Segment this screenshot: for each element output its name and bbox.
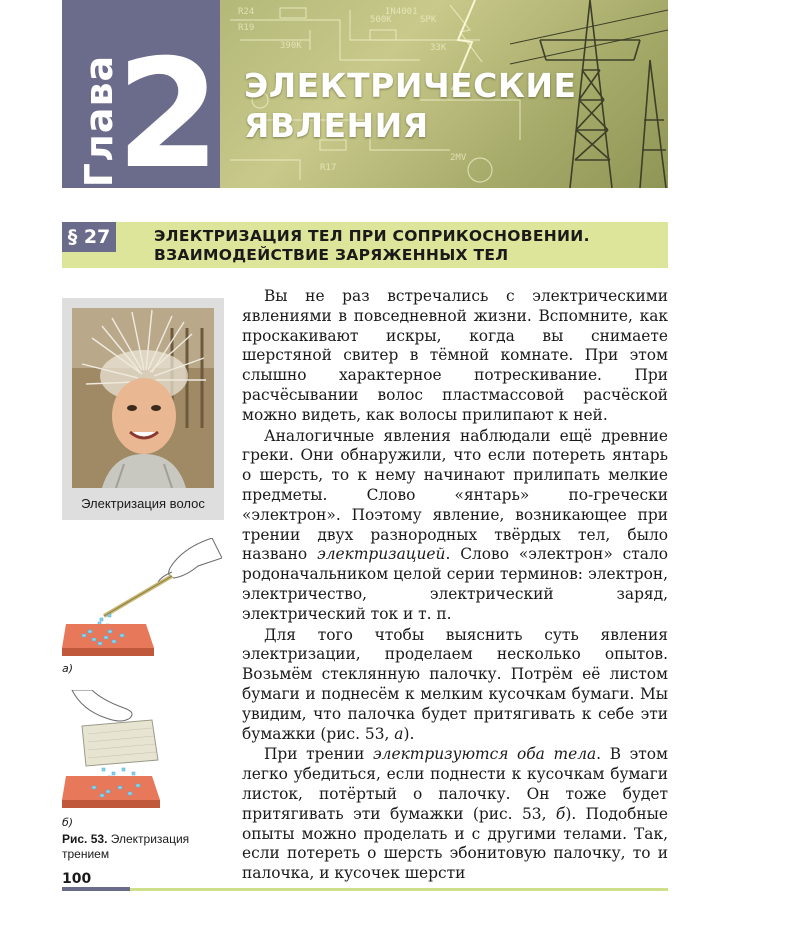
- photo-frame: [62, 298, 224, 520]
- section-title-line: ВЗАИМОДЕЙСТВИЕ ЗАРЯЖЕННЫХ ТЕЛ: [154, 246, 509, 264]
- paragraph-2: [242, 427, 668, 625]
- term-electrization: электризацией: [317, 545, 446, 564]
- section-title: [154, 227, 654, 265]
- paragraph-4-text: . В этом легко убедиться, если поднести к кусочкам бумаги листок, потёртый о палочку. Он тоже будет притягивать эти бумажки (рис. 53,: [242, 745, 668, 823]
- hair-electrization-photo: [72, 308, 214, 488]
- circuit-label: 390K: [280, 41, 302, 51]
- paragraph-4-text: ). Подобные опыты можно проделать и с другими телами. Так, если потереть о шерсть эбонитовую палочку, то и палочка, и кусочек шерсти: [242, 804, 668, 883]
- figure-b: [62, 690, 222, 829]
- paragraph-3: [242, 626, 668, 745]
- chapter-number-block: [62, 0, 220, 188]
- circuit-label: IN4001: [385, 7, 418, 17]
- paragraph-1: Вы не раз встречались с электрическими явлениями в повседневной жизни. Вспомните, как проскакивают искры, когда вы снимаете шерстяной свитер в тёмной комнате. При этом слышно характерное потрескивание. При расчёсывании волос пластмассовой расчёской можно видеть, как волосы прилипают к ней.: [242, 287, 668, 424]
- paragraph-4-text: При трении: [264, 745, 374, 764]
- emphasis-both-bodies: электризуются оба тела: [373, 745, 597, 764]
- chapter-title-line: ЭЛЕКТРИЧЕСКИЕ: [244, 66, 577, 105]
- section-number: § 27: [62, 222, 116, 252]
- footer-rule: [62, 887, 130, 891]
- circuit-label: R19: [238, 23, 255, 33]
- chapter-title-line: ЯВЛЕНИЯ: [244, 106, 429, 145]
- chapter-number: 2: [116, 28, 220, 188]
- paper-sheet-illustration: [62, 690, 222, 820]
- section-title-line: ЭЛЕКТРИЗАЦИЯ ТЕЛ ПРИ СОПРИКОСНОВЕНИИ.: [154, 227, 590, 245]
- paragraph-4: [242, 745, 668, 884]
- figure-a: [62, 538, 222, 675]
- footer-rule: [130, 888, 668, 891]
- main-text: [242, 287, 668, 884]
- glass-rod-illustration: [62, 538, 222, 668]
- chapter-title: [244, 66, 577, 146]
- figure-caption-number: Рис. 53.: [62, 832, 108, 846]
- figure-ref-a: а: [394, 724, 404, 743]
- circuit-label: 2MV: [450, 153, 467, 163]
- figure-caption-text: Электризация трением: [62, 832, 190, 861]
- chapter-banner: [62, 0, 668, 188]
- paragraph-2-text: Аналогичные явления наблюдали ещё древние греки. Они обнаружили, что если потереть янтарь о шерсть, то к нему начинают прилипать мелкие предметы. Слово «янтарь» по-гречески «электрон». Поэтому явление, возникающее при трении двух разнородных твёрдых тел, было названо: [242, 426, 668, 564]
- figure-a-label: а): [62, 662, 74, 675]
- circuit-label: 500K: [370, 15, 392, 25]
- figure-b-label: б): [62, 816, 74, 829]
- boy-photo-drawing: [72, 308, 214, 488]
- paragraph-3-text: Для того чтобы выяснить суть явления электризации, проделаем несколько опытов. Возьмём стеклянную палочку. Потрём её листом бумаги и поднесём к мелким кусочкам бумаги. Мы увидим, что палочка будет притягивать к себе эти бумажки (рис. 53,: [242, 625, 668, 743]
- paragraph-2-text: . Слово «электрон» стало родоначальником целой серии терминов: электрон, электричество, электрический заряд, электрический ток и т. п.: [242, 545, 668, 623]
- figure-caption: [62, 832, 232, 862]
- circuit-label: R24: [238, 7, 255, 17]
- circuit-label: R17: [320, 163, 337, 173]
- figure-ref-b: б: [555, 804, 566, 823]
- photo-caption: Электризация волос: [81, 496, 205, 511]
- circuit-label: SPK: [420, 15, 437, 25]
- circuit-label: 33K: [430, 43, 447, 53]
- paragraph-3-text: ).: [403, 724, 415, 743]
- section-header: [62, 222, 668, 268]
- chapter-word-text: Глава: [77, 54, 121, 188]
- chapter-illustration: [220, 0, 668, 188]
- page-number: 100: [62, 871, 92, 887]
